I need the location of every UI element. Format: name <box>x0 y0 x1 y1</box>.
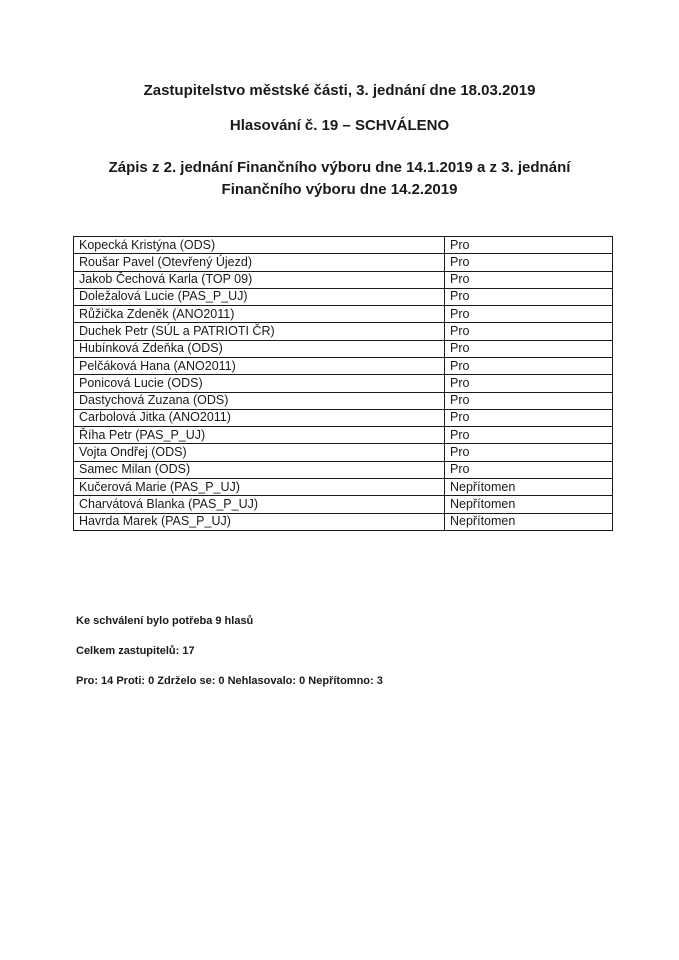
vote-cell: Pro <box>445 357 613 374</box>
member-name-cell: Vojta Ondřej (ODS) <box>74 444 445 461</box>
heading-vote-result: Hlasování č. 19 – SCHVÁLENO <box>229 117 450 134</box>
vote-cell: Pro <box>445 340 613 357</box>
vote-cell: Pro <box>445 306 613 323</box>
vote-cell: Pro <box>445 323 613 340</box>
member-name-cell: Carbolová Jitka (ANO2011) <box>74 409 445 426</box>
vote-cell: Pro <box>445 271 613 288</box>
table-row <box>74 427 613 444</box>
vote-cell: Pro <box>445 427 613 444</box>
heading-subject: Zápis z 2. jednání Finančního výboru dne 14.1.2019 a z 3. jednání Finančního výboru dne 14.2.2019 <box>108 159 571 198</box>
member-name-cell: Hubínková Zdeňka (ODS) <box>74 340 445 357</box>
vote-cell: Pro <box>445 461 613 478</box>
member-name-cell: Samec Milan (ODS) <box>74 461 445 478</box>
table-row <box>74 271 613 288</box>
vote-counts-line: Pro: 14 Proti: 0 Zdrželo se: 0 Nehlasovalo: 0 Nepřítomno: 3 <box>76 675 383 687</box>
member-name-cell: Růžička Zdeněk (ANO2011) <box>74 306 445 323</box>
table-row <box>74 323 613 340</box>
vote-cell: Pro <box>445 254 613 271</box>
member-name-cell: Jakob Čechová Karla (TOP 09) <box>74 271 445 288</box>
table-row <box>74 444 613 461</box>
table-row <box>74 375 613 392</box>
member-name-cell: Havrda Marek (PAS_P_UJ) <box>74 513 445 531</box>
member-name-cell: Říha Petr (PAS_P_UJ) <box>74 427 445 444</box>
member-name-cell: Doležalová Lucie (PAS_P_UJ) <box>74 288 445 305</box>
table-row <box>74 513 613 531</box>
heading-meeting: Zastupitelstvo městské části, 3. jednání dne 18.03.2019 <box>143 82 536 99</box>
member-name-cell: Kopecká Kristýna (ODS) <box>74 237 445 254</box>
vote-cell: Nepřítomen <box>445 478 613 495</box>
total-members-line: Celkem zastupitelů: 17 <box>76 645 195 657</box>
vote-cell: Pro <box>445 409 613 426</box>
vote-table <box>73 236 613 531</box>
member-name-cell: Pelčáková Hana (ANO2011) <box>74 357 445 374</box>
vote-cell: Pro <box>445 375 613 392</box>
required-votes-line: Ke schválení bylo potřeba 9 hlasů <box>76 615 254 627</box>
table-row <box>74 340 613 357</box>
table-row <box>74 306 613 323</box>
vote-cell: Pro <box>445 444 613 461</box>
vote-cell: Nepřítomen <box>445 496 613 513</box>
table-row <box>74 461 613 478</box>
table-row <box>74 288 613 305</box>
table-row <box>74 357 613 374</box>
vote-cell: Pro <box>445 237 613 254</box>
vote-cell: Nepřítomen <box>445 513 613 531</box>
table-row <box>74 237 613 254</box>
table-row <box>74 478 613 495</box>
vote-summary <box>76 615 679 688</box>
vote-cell: Pro <box>445 288 613 305</box>
table-row <box>74 496 613 513</box>
table-row <box>74 409 613 426</box>
table-row <box>74 254 613 271</box>
member-name-cell: Charvátová Blanka (PAS_P_UJ) <box>74 496 445 513</box>
member-name-cell: Roušar Pavel (Otevřený Újezd) <box>74 254 445 271</box>
member-name-cell: Dastychová Zuzana (ODS) <box>74 392 445 409</box>
table-row <box>74 392 613 409</box>
document-headings <box>0 0 679 201</box>
vote-cell: Pro <box>445 392 613 409</box>
member-name-cell: Ponicová Lucie (ODS) <box>74 375 445 392</box>
member-name-cell: Kučerová Marie (PAS_P_UJ) <box>74 478 445 495</box>
member-name-cell: Duchek Petr (SÚL a PATRIOTI ČR) <box>74 323 445 340</box>
